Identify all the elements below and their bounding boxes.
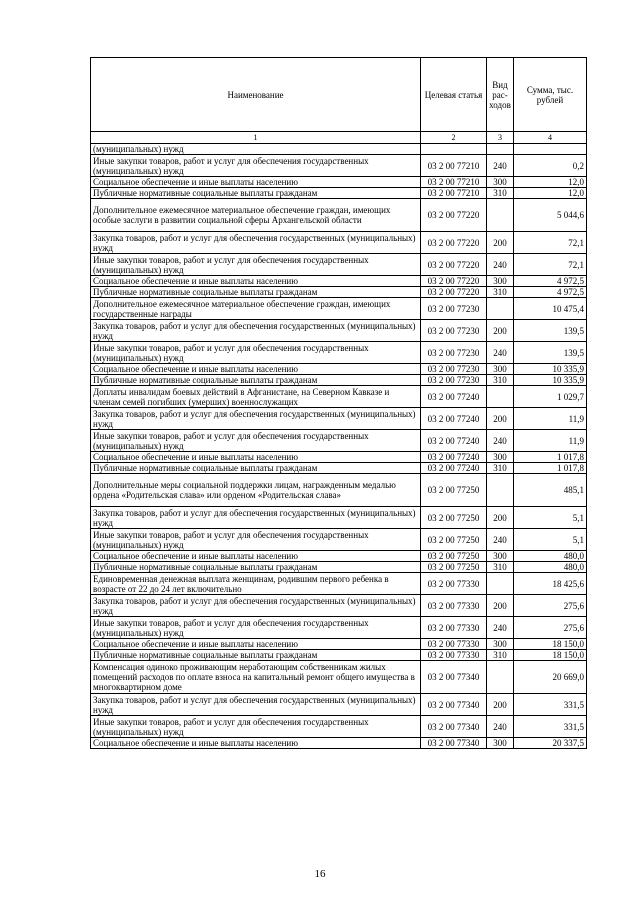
row-name: Публичные нормативные социальные выплаты гражданам [91, 562, 421, 573]
column-number: 2 [421, 132, 487, 144]
row-type: 310 [487, 650, 514, 661]
row-code: 03 2 00 77240 [421, 408, 487, 430]
row-sum: 139,5 [514, 342, 587, 364]
row-sum: 1 017,8 [514, 463, 587, 474]
row-code: 03 2 00 77330 [421, 617, 487, 639]
column-number: 4 [514, 132, 587, 144]
row-sum: 5,1 [514, 507, 587, 529]
table-row [91, 694, 587, 716]
table-row [91, 155, 587, 177]
table-row [91, 298, 587, 320]
row-name: Публичные нормативные социальные выплаты гражданам [91, 188, 421, 199]
table-row [91, 342, 587, 364]
row-type [487, 573, 514, 595]
row-sum: 11,9 [514, 430, 587, 452]
row-code: 03 2 00 77330 [421, 639, 487, 650]
row-sum [514, 144, 587, 155]
row-sum: 331,5 [514, 716, 587, 738]
row-type: 200 [487, 408, 514, 430]
row-code: 03 2 00 77240 [421, 430, 487, 452]
row-type: 200 [487, 694, 514, 716]
table-row [91, 551, 587, 562]
row-code: 03 2 00 77230 [421, 320, 487, 342]
row-type [487, 199, 514, 232]
row-name: Публичные нормативные социальные выплаты гражданам [91, 375, 421, 386]
row-sum: 5,1 [514, 529, 587, 551]
table-row [91, 199, 587, 232]
row-code: 03 2 00 77250 [421, 551, 487, 562]
row-type: 240 [487, 155, 514, 177]
row-sum: 10 335,9 [514, 375, 587, 386]
row-sum: 0,2 [514, 155, 587, 177]
row-name: Иные закупки товаров, работ и услуг для обеспечения государственных (муниципальных) нужд [91, 155, 421, 177]
header-type: Вид рас-ходов [487, 58, 514, 132]
row-name: Социальное обеспечение и иные выплаты населению [91, 639, 421, 650]
row-code: 03 2 00 77340 [421, 694, 487, 716]
row-code: 03 2 00 77220 [421, 254, 487, 276]
table-row [91, 650, 587, 661]
row-type: 240 [487, 716, 514, 738]
table-row [91, 177, 587, 188]
row-type: 240 [487, 529, 514, 551]
row-code: 03 2 00 77330 [421, 650, 487, 661]
row-name: Социальное обеспечение и иные выплаты населению [91, 452, 421, 463]
row-code [421, 144, 487, 155]
table-row [91, 188, 587, 199]
row-type: 310 [487, 375, 514, 386]
row-sum: 20 669,0 [514, 661, 587, 694]
table-header-row [91, 58, 587, 132]
table-row [91, 452, 587, 463]
row-sum: 4 972,5 [514, 276, 587, 287]
column-number: 1 [91, 132, 421, 144]
page-number: 16 [314, 868, 326, 880]
row-type: 200 [487, 507, 514, 529]
row-code: 03 2 00 77230 [421, 298, 487, 320]
row-code: 03 2 00 77250 [421, 529, 487, 551]
row-sum: 72,1 [514, 232, 587, 254]
row-code: 03 2 00 77340 [421, 661, 487, 694]
row-name: Социальное обеспечение и иные выплаты населению [91, 364, 421, 375]
row-type: 300 [487, 276, 514, 287]
table-row [91, 386, 587, 408]
row-type [487, 474, 514, 507]
budget-table [90, 57, 587, 749]
row-name: Иные закупки товаров, работ и услуг для обеспечения государственных (муниципальных) нужд [91, 617, 421, 639]
table-row [91, 276, 587, 287]
row-code: 03 2 00 77230 [421, 342, 487, 364]
row-sum: 139,5 [514, 320, 587, 342]
row-name: Доплаты инвалидам боевых действий в Афганистане, на Северном Кавказе и членам семей погибших (умерших) военнослужащих [91, 386, 421, 408]
row-name: Социальное обеспечение и иные выплаты населению [91, 738, 421, 749]
row-code: 03 2 00 77220 [421, 287, 487, 298]
column-number: 3 [487, 132, 514, 144]
table-row [91, 716, 587, 738]
row-type: 300 [487, 551, 514, 562]
row-sum: 331,5 [514, 694, 587, 716]
table-row [91, 463, 587, 474]
row-name: Иные закупки товаров, работ и услуг для обеспечения государственных (муниципальных) нужд [91, 529, 421, 551]
row-name: Иные закупки товаров, работ и услуг для обеспечения государственных (муниципальных) нужд [91, 342, 421, 364]
row-name: Единовременная денежная выплата женщинам, родившим первого ребенка в возрасте от 22 до 24 лет включительно [91, 573, 421, 595]
table-row [91, 573, 587, 595]
row-type [487, 661, 514, 694]
row-name: Закупка товаров, работ и услуг для обеспечения государственных (муниципальных) нужд [91, 694, 421, 716]
row-type: 300 [487, 738, 514, 749]
row-name: Социальное обеспечение и иные выплаты населению [91, 276, 421, 287]
table-row [91, 144, 587, 155]
row-code: 03 2 00 77240 [421, 386, 487, 408]
table-row [91, 562, 587, 573]
row-code: 03 2 00 77340 [421, 738, 487, 749]
row-sum: 18 150,0 [514, 650, 587, 661]
row-code: 03 2 00 77210 [421, 155, 487, 177]
row-sum: 275,6 [514, 617, 587, 639]
table-row [91, 430, 587, 452]
row-sum: 480,0 [514, 551, 587, 562]
table-row [91, 232, 587, 254]
row-sum: 20 337,5 [514, 738, 587, 749]
row-type: 310 [487, 287, 514, 298]
row-sum: 275,6 [514, 595, 587, 617]
row-name: Дополнительные меры социальной поддержки лицам, награжденным медалью ордена «Родительская слава» или орденом «Родительская слава» [91, 474, 421, 507]
row-sum: 72,1 [514, 254, 587, 276]
header-name: Наименование [91, 58, 421, 132]
table-row [91, 617, 587, 639]
row-name: Компенсация одиноко проживающим неработающим собственникам жилых помещений расходов по оплате взноса на капитальный ремонт общего имущества в многоквартирном доме [91, 661, 421, 694]
row-sum: 18 425,6 [514, 573, 587, 595]
row-name: Иные закупки товаров, работ и услуг для обеспечения государственных (муниципальных) нужд [91, 254, 421, 276]
row-type: 310 [487, 562, 514, 573]
row-sum: 11,9 [514, 408, 587, 430]
table-row [91, 375, 587, 386]
row-sum: 4 972,5 [514, 287, 587, 298]
table-row [91, 254, 587, 276]
row-type [487, 386, 514, 408]
row-name: Иные закупки товаров, работ и услуг для обеспечения государственных (муниципальных) нужд [91, 430, 421, 452]
table-row [91, 507, 587, 529]
row-sum: 1 017,8 [514, 452, 587, 463]
row-type: 300 [487, 177, 514, 188]
row-name: Публичные нормативные социальные выплаты гражданам [91, 463, 421, 474]
table-row [91, 738, 587, 749]
row-type: 240 [487, 342, 514, 364]
row-code: 03 2 00 77210 [421, 177, 487, 188]
row-name: Закупка товаров, работ и услуг для обеспечения государственных (муниципальных) нужд [91, 595, 421, 617]
row-name: Публичные нормативные социальные выплаты гражданам [91, 650, 421, 661]
row-type: 240 [487, 617, 514, 639]
table-body [91, 144, 587, 749]
row-name: Дополнительное ежемесячное материальное обеспечение граждан, имеющих государственные награды [91, 298, 421, 320]
row-code: 03 2 00 77230 [421, 364, 487, 375]
row-sum: 10 335,9 [514, 364, 587, 375]
header-sum: Сумма, тыс. рублей [514, 58, 587, 132]
row-code: 03 2 00 77250 [421, 507, 487, 529]
row-name: Иные закупки товаров, работ и услуг для обеспечения государственных (муниципальных) нужд [91, 716, 421, 738]
table-row [91, 529, 587, 551]
row-code: 03 2 00 77340 [421, 716, 487, 738]
row-type: 240 [487, 254, 514, 276]
row-sum: 12,0 [514, 177, 587, 188]
row-name: Закупка товаров, работ и услуг для обеспечения государственных (муниципальных) нужд [91, 320, 421, 342]
row-sum: 485,1 [514, 474, 587, 507]
table-row [91, 287, 587, 298]
table-row [91, 595, 587, 617]
header-code: Целевая статья [421, 58, 487, 132]
row-name: Публичные нормативные социальные выплаты гражданам [91, 287, 421, 298]
row-code: 03 2 00 77240 [421, 452, 487, 463]
row-code: 03 2 00 77210 [421, 188, 487, 199]
row-name: Дополнительное ежемесячное материальное обеспечение граждан, имеющих особые заслуги в развитии социальной сферы Архангельской области [91, 199, 421, 232]
row-type: 310 [487, 188, 514, 199]
table-row [91, 364, 587, 375]
row-name: Социальное обеспечение и иные выплаты населению [91, 551, 421, 562]
row-sum: 10 475,4 [514, 298, 587, 320]
row-code: 03 2 00 77250 [421, 474, 487, 507]
table-row [91, 320, 587, 342]
row-type: 300 [487, 639, 514, 650]
row-code: 03 2 00 77240 [421, 463, 487, 474]
table-row [91, 639, 587, 650]
row-code: 03 2 00 77330 [421, 595, 487, 617]
row-type: 200 [487, 320, 514, 342]
row-type: 200 [487, 232, 514, 254]
row-code: 03 2 00 77220 [421, 276, 487, 287]
row-sum: 18 150,0 [514, 639, 587, 650]
row-sum: 5 044,6 [514, 199, 587, 232]
row-type: 300 [487, 364, 514, 375]
row-name: Социальное обеспечение и иные выплаты населению [91, 177, 421, 188]
row-code: 03 2 00 77230 [421, 375, 487, 386]
row-type: 300 [487, 452, 514, 463]
row-name: Закупка товаров, работ и услуг для обеспечения государственных (муниципальных) нужд [91, 408, 421, 430]
table-row [91, 474, 587, 507]
row-name: Закупка товаров, работ и услуг для обеспечения государственных (муниципальных) нужд [91, 232, 421, 254]
row-code: 03 2 00 77330 [421, 573, 487, 595]
row-code: 03 2 00 77220 [421, 199, 487, 232]
table-row [91, 408, 587, 430]
row-type: 200 [487, 595, 514, 617]
row-code: 03 2 00 77220 [421, 232, 487, 254]
row-type: 240 [487, 430, 514, 452]
row-type: 310 [487, 463, 514, 474]
row-type [487, 144, 514, 155]
row-name: Закупка товаров, работ и услуг для обеспечения государственных (муниципальных) нужд [91, 507, 421, 529]
row-type [487, 298, 514, 320]
row-code: 03 2 00 77250 [421, 562, 487, 573]
table-row [91, 661, 587, 694]
row-sum: 1 029,7 [514, 386, 587, 408]
column-number-row [91, 132, 587, 144]
row-sum: 12,0 [514, 188, 587, 199]
row-sum: 480,0 [514, 562, 587, 573]
row-name: (муниципальных) нужд [91, 144, 421, 155]
